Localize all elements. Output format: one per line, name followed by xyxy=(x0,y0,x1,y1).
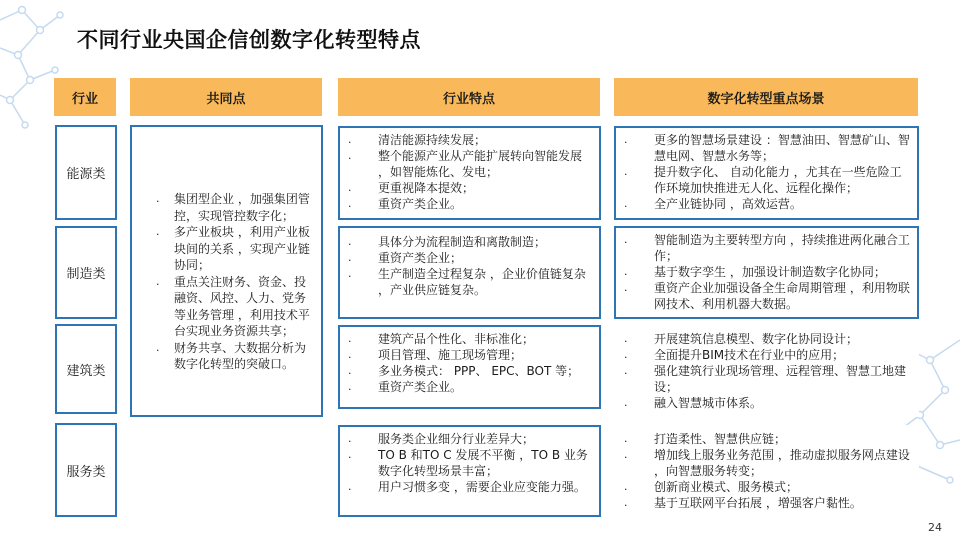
row-label-service: 服务类 xyxy=(55,423,117,517)
common-points-box xyxy=(130,125,323,417)
page-title: 不同行业央国企信创数字化转型特点 xyxy=(77,28,421,52)
header-features: 行业特点 xyxy=(338,78,600,116)
list-item: . 多产业板块 ，利用产业板块间的关系 ，实现产业链协同； xyxy=(156,225,310,272)
list-item: . 全面提升BIM技术在行业中的应用； xyxy=(624,348,845,362)
list-item: . 提升数字化、 自动化能力 ，尤其在一些危险工作环境加快推进无人化、远程化操作； xyxy=(624,165,902,195)
scenes-construction-box xyxy=(614,325,919,417)
list-item: . 财务共享、大数据分析为数字化转型的突破口。 xyxy=(156,340,307,371)
list-item: . 重资产类企业。 xyxy=(348,197,463,211)
features-energy-box xyxy=(338,126,601,220)
list-item: . 重资产企业加强设备全生命周期管理 ，利用物联网技术、利用机器大数据。 xyxy=(624,281,910,311)
list-item: . 全产业链协同 ，高效运营。 xyxy=(624,197,802,211)
list-item: . 重点关注财务、资金、投融资、风控、人力、党务等业务管理 ，利用技术平台实现业务资源共享； xyxy=(156,274,310,338)
scenes-service-box xyxy=(614,425,919,517)
list-item: . 基于互联网平台拓展 ，增强客户黏性。 xyxy=(624,496,862,510)
list-item: . 增加线上服务业务范围 ，推动虚拟服务网点建设 ，向智慧服务转变； xyxy=(624,448,910,478)
list-item: . 智能制造为主要转型方向 ，持续推进两化融合工作； xyxy=(624,233,910,263)
network-decoration-icon xyxy=(0,0,70,140)
list-item: . 多业务模式： PPP、 EPC、BOT 等； xyxy=(348,364,580,378)
features-manufacturing-box xyxy=(338,226,601,319)
features-construction-list xyxy=(340,327,599,397)
list-item: . 整个能源产业从产能扩展转向智能发展 ，如智能炼化、发电； xyxy=(348,149,583,179)
scenes-energy-box xyxy=(614,126,919,220)
row-label-manufacturing: 制造类 xyxy=(55,226,117,319)
header-common: 共同点 xyxy=(130,78,322,116)
list-item: . 重资产类企业。 xyxy=(348,380,463,394)
list-item: . 基于数字孪生 ，加强设计制造数字化协同； xyxy=(624,265,886,279)
list-item: . 用户习惯多变 ，需要企业应变能力强。 xyxy=(348,480,586,494)
features-service-list xyxy=(340,427,599,497)
features-manufacturing-list xyxy=(340,228,599,300)
scenes-service-list xyxy=(616,427,917,513)
features-energy-list xyxy=(340,128,599,214)
list-item: . 清洁能源持续发展； xyxy=(348,133,487,147)
scenes-manufacturing-list xyxy=(616,228,917,314)
list-item: . 融入智慧城市体系。 xyxy=(624,396,763,410)
list-item: . 打造柔性、智慧供应链； xyxy=(624,432,787,446)
list-item: . 更多的智慧场景建设 ：智慧油田、智慧矿山、智慧电网、智慧水务等； xyxy=(624,133,910,163)
scenes-manufacturing-box xyxy=(614,226,919,319)
common-points-list xyxy=(132,127,321,373)
list-item: . 创新商业模式、服务模式； xyxy=(624,480,799,494)
header-scenes: 数字化转型重点场景 xyxy=(614,78,918,116)
list-item: . 集团型企业 ，加强集团管控，实现管控数字化； xyxy=(156,192,310,223)
list-item: . 项目管理、施工现场管理； xyxy=(348,348,523,362)
scenes-energy-list xyxy=(616,128,917,214)
list-item: . 重资产类企业； xyxy=(348,251,463,265)
page-number: 24 xyxy=(928,521,942,534)
list-item: . 更重视降本提效； xyxy=(348,181,475,195)
list-item: . 建筑产品个性化、非标准化； xyxy=(348,332,535,346)
features-construction-box xyxy=(338,325,601,409)
row-label-construction: 建筑类 xyxy=(55,324,117,414)
list-item: . 服务类企业细分行业差异大； xyxy=(348,432,535,446)
list-item: . 具体分为流程制造和离散制造； xyxy=(348,235,547,249)
list-item: . 生产制造全过程复杂 ，企业价值链复杂 ，产业供应链复杂。 xyxy=(348,267,586,297)
scenes-construction-list xyxy=(616,327,917,413)
list-item: . 开展建筑信息模型、数字化协同设计； xyxy=(624,332,859,346)
list-item: . 强化建筑行业现场管理、远程管理、智慧工地建设； xyxy=(624,364,907,394)
header-industry: 行业 xyxy=(54,78,116,116)
list-item: . TO B 和TO C 发展不平衡 ，TO B 业务数字化转型场景丰富； xyxy=(348,448,588,478)
features-service-box xyxy=(338,425,601,517)
row-label-energy: 能源类 xyxy=(55,125,117,220)
